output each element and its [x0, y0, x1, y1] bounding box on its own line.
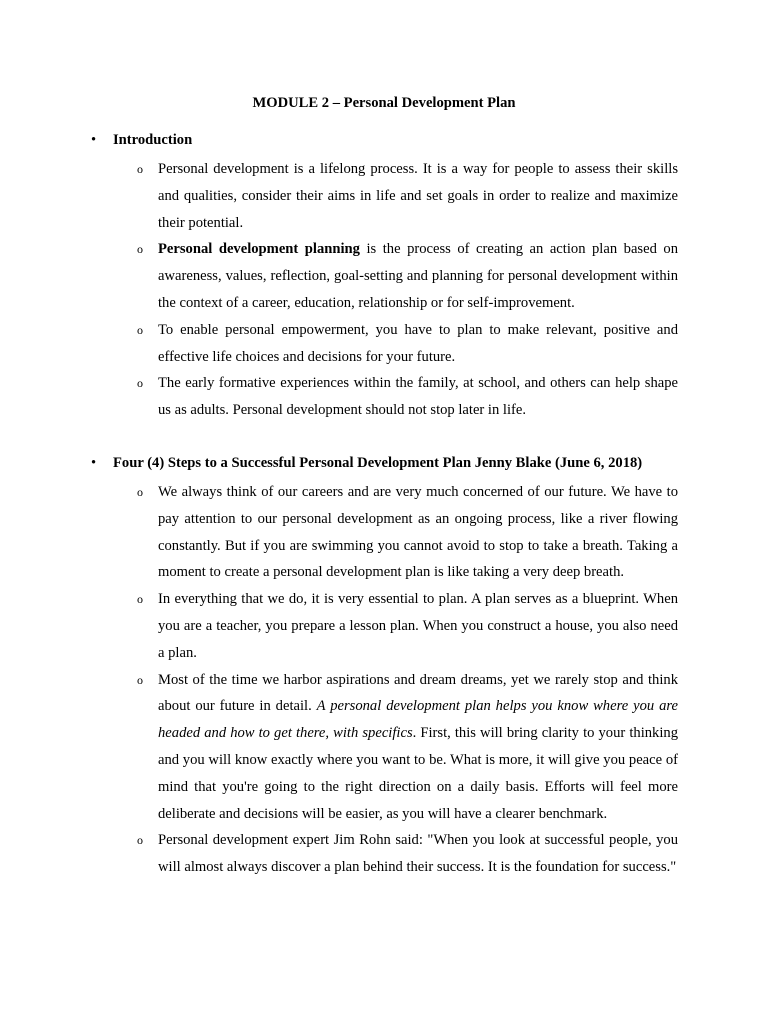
page-title: MODULE 2 – Personal Development Plan [252, 95, 516, 111]
list-item [135, 827, 678, 881]
list-item-text: We always think of our careers and are very much concerned of our future. We have to pay attention to our personal development as an ongoing process, like a river flowing constantly. But if you are swimming you cannot avoid to stop to take a breath. Taking a moment to create a personal development plan is like taking a very deep breath. [158, 484, 678, 581]
list-item [135, 479, 678, 586]
list-item-italic-text: A personal development plan helps you know where you are headed and how to get there, with specifics [158, 698, 678, 742]
four-steps-list [135, 479, 678, 881]
sub-bullet-marker: o [137, 672, 143, 687]
list-item [135, 586, 678, 666]
bullet-marker: • [91, 132, 97, 148]
sub-bullet-marker: o [137, 162, 143, 176]
list-item-text: Most of the time we harbor aspirations and dream dreams, yet we rarely stop and think about our future in detail. [158, 671, 678, 715]
sub-bullet-marker: o [137, 833, 143, 848]
sub-bullet-marker: o [137, 485, 143, 499]
list-item-text: In everything that we do, it is very essential to plan. A plan serves as a blueprint. When you are a teacher, you prepare a lesson plan. When you construct a house, you also need a plan. [158, 591, 678, 661]
list-item-text: Personal development expert Jim Rohn said: "When you look at successful people, you will almost always discover a plan behind their success. It is the foundation for success." [158, 832, 678, 876]
list-item [135, 317, 678, 371]
list-item [135, 236, 678, 316]
list-item-text: The early formative experiences within the family, at school, and others can help shape us as adults. Personal development should not stop later in life. [158, 375, 678, 419]
list-item-bold-term: Personal development planning [158, 241, 360, 258]
list-item-text: is the process of creating an action plan based on awareness, values, reflection, goal-setting and planning for personal development within the context of a career, education, relationship or for self-improvement. [158, 241, 678, 311]
bullet-marker: • [91, 455, 97, 471]
list-item-text: To enable personal empowerment, you have to plan to make relevant, positive and effective life choices and decisions for your future. [158, 321, 678, 365]
list-item [135, 156, 678, 236]
section-heading-text: Four (4) Steps to a Successful Personal Development Plan Jenny Blake (June 6, 2018) [113, 455, 643, 471]
list-item [135, 667, 678, 828]
sub-bullet-marker: o [137, 322, 143, 337]
list-item-text: Personal development is a lifelong process. It is a way for people to assess their skills and qualities, consider their aims in life and set goals in order to realize and maximize their potential. [158, 161, 678, 231]
sub-bullet-marker: o [137, 242, 143, 257]
section-heading-introduction [91, 129, 192, 151]
section-heading-four-steps [91, 452, 642, 474]
sub-bullet-marker: o [137, 592, 143, 607]
section-heading-text: Introduction [113, 132, 193, 148]
list-item-text: . First, this will bring clarity to your thinking and you will know exactly where you want to be. What is more, it will give you peace of mind that you're going to the right direction on a daily basis. Efforts will feel more deliberate and decisions will be easier, as you will have a clearer benchmark. [158, 725, 678, 822]
list-item [135, 370, 678, 424]
introduction-list [135, 156, 678, 424]
sub-bullet-marker: o [137, 376, 143, 391]
